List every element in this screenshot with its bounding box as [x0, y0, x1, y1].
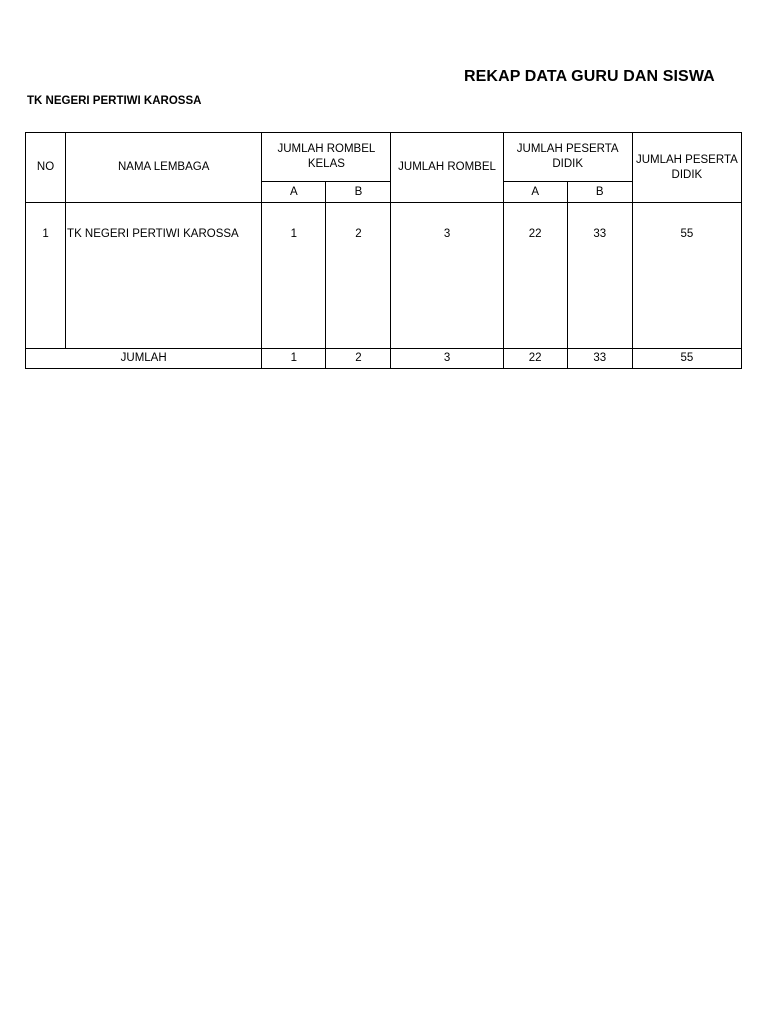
total-peserta-b: 33: [567, 349, 632, 369]
cell-rombel-b: 2: [326, 203, 391, 349]
total-peserta-a: 22: [503, 349, 567, 369]
table-row: [26, 203, 742, 349]
total-jumlah-peserta: 55: [632, 349, 741, 369]
header-nama-lembaga: NAMA LEMBAGA: [66, 133, 262, 203]
school-name: TK NEGERI PERTIWI KAROSSA: [27, 95, 202, 107]
header-rombel-b: B: [326, 182, 391, 203]
total-rombel-b: 2: [326, 349, 391, 369]
cell-peserta-b: 33: [567, 203, 632, 349]
header-no: NO: [26, 133, 66, 203]
cell-no: 1: [26, 203, 66, 349]
header-jumlah-rombel: JUMLAH ROMBEL: [391, 133, 503, 203]
table-total-row: [26, 349, 742, 369]
total-label: JUMLAH: [26, 349, 262, 369]
cell-rombel-a: 1: [262, 203, 326, 349]
header-jumlah-rombel-kelas: JUMLAH ROMBEL KELAS: [262, 133, 391, 182]
cell-jumlah-rombel: 3: [391, 203, 503, 349]
header-rombel-a: A: [262, 182, 326, 203]
cell-nama-lembaga: TK NEGERI PERTIWI KAROSSA: [66, 203, 262, 349]
header-peserta-a: A: [503, 182, 567, 203]
header-jumlah-peserta-didik: JUMLAH PESERTA DIDIK: [632, 133, 741, 203]
cell-peserta-a: 22: [503, 203, 567, 349]
table-header-row: [26, 133, 742, 182]
rekap-table: [25, 132, 742, 369]
header-peserta-b: B: [567, 182, 632, 203]
total-jumlah-rombel: 3: [391, 349, 503, 369]
document-title: REKAP DATA GURU DAN SISWA: [464, 68, 715, 85]
cell-jumlah-peserta: 55: [632, 203, 741, 349]
total-rombel-a: 1: [262, 349, 326, 369]
header-jumlah-peserta-didik-group: JUMLAH PESERTA DIDIK: [503, 133, 632, 182]
